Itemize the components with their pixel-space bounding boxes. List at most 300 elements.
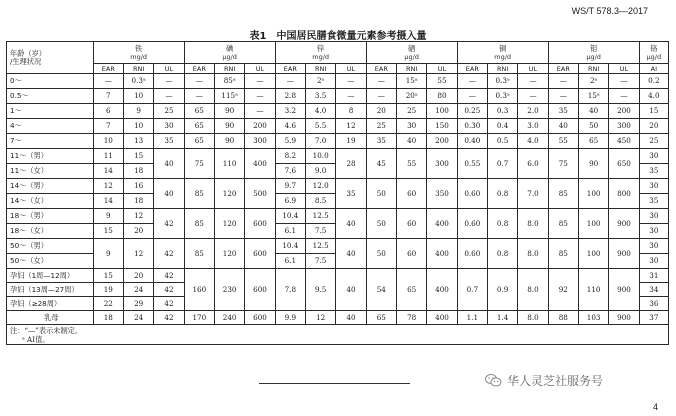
cell: 65 (184, 104, 214, 119)
cell: 8.0 (518, 311, 548, 325)
cell: 5.9 (275, 134, 305, 149)
cell: 55 (427, 74, 457, 89)
col-header: EAR (457, 64, 487, 74)
cell: 900 (609, 239, 639, 269)
cell: 4.0 (639, 89, 668, 104)
watermark (485, 372, 603, 389)
cell: 6.9 (275, 194, 305, 209)
row-label: 14～（男） (7, 179, 94, 194)
cell: 9.5 (305, 269, 335, 311)
note-line: ᵃ AI值。 (22, 334, 50, 344)
cell: 55 (396, 149, 426, 179)
cell: 0.60 (457, 209, 487, 239)
cell: 3.5 (305, 89, 335, 104)
table-row (7, 179, 669, 194)
cell: — (548, 89, 578, 104)
cell: 100 (427, 104, 457, 119)
cell: 36 (639, 297, 668, 311)
cell: 115ᵃ (214, 89, 244, 104)
cell: 34 (639, 283, 668, 297)
row-label: 50～（女） (7, 254, 94, 269)
cell: 50 (366, 239, 396, 269)
cell: 0.7 (457, 269, 487, 311)
cell: 9.9 (275, 311, 305, 325)
row-label: 1～ (7, 104, 94, 119)
cell: — (548, 74, 578, 89)
cell: 18 (123, 164, 153, 179)
cell: 13 (123, 134, 153, 149)
cell: 7 (93, 119, 123, 134)
cell: 400 (427, 311, 457, 325)
cell: 35 (154, 134, 184, 149)
group-header: 年龄（岁） /生理状况 (7, 42, 94, 74)
cell: 35 (639, 164, 668, 179)
cell: 14 (93, 194, 123, 209)
cell: 900 (609, 311, 639, 325)
cell: 7 (93, 89, 123, 104)
cell: 65 (184, 119, 214, 134)
cell: — (366, 74, 396, 89)
row-label: 18～（男） (7, 209, 94, 224)
cell: 15 (93, 224, 123, 239)
cell: 8.2 (275, 149, 305, 164)
cell: — (184, 74, 214, 89)
cell: 9.7 (275, 179, 305, 194)
cell: 0.55 (457, 149, 487, 179)
row-label: 14～（女） (7, 194, 94, 209)
cell: 110 (214, 149, 244, 179)
col-header: UL (245, 64, 275, 74)
cell: 20 (123, 224, 153, 239)
row-label: 孕妇（13周—27周） (7, 283, 94, 297)
table-row (7, 89, 669, 104)
cell: 65 (184, 134, 214, 149)
cell: 60 (396, 209, 426, 239)
cell: — (275, 74, 305, 89)
row-label: 4～ (7, 119, 94, 134)
cell: 9 (123, 104, 153, 119)
cell: 0.4 (487, 119, 517, 134)
cell: 60 (396, 179, 426, 209)
cell: 8.5 (305, 194, 335, 209)
cell: 75 (184, 149, 214, 179)
cell: 0.8 (487, 239, 517, 269)
col-header: RNI (214, 64, 244, 74)
watermark-text: 华人灵芝社服务号 (507, 374, 604, 388)
cell: 12.5 (305, 239, 335, 254)
cell: — (457, 89, 487, 104)
element-header: 碘 μg/d (184, 42, 275, 64)
cell: 90 (214, 119, 244, 134)
table-row (7, 209, 669, 224)
cell: 37 (639, 311, 668, 325)
table-row (7, 149, 669, 164)
cell: 42 (154, 283, 184, 297)
cell: 9 (93, 209, 123, 224)
cell: 15 (639, 104, 668, 119)
table-row (7, 311, 669, 325)
cell: 30 (639, 254, 668, 269)
cell: 50 (578, 119, 608, 134)
micronutrient-table (6, 41, 669, 345)
cell: 40 (336, 311, 366, 325)
table-caption: 表1 中国居民膳食微量元素参考摄入量 (249, 31, 427, 42)
cell: 500 (245, 179, 275, 209)
cell: 15 (123, 149, 153, 164)
cell: 150 (427, 119, 457, 134)
cell: 6.0 (518, 149, 548, 179)
cell: — (154, 89, 184, 104)
cell: 65 (366, 311, 396, 325)
cell: 12 (123, 239, 153, 269)
cell: 25 (639, 134, 668, 149)
cell: — (154, 74, 184, 89)
cell: 40 (578, 104, 608, 119)
cell: 100 (578, 239, 608, 269)
cell: — (245, 74, 275, 89)
cell: 7.5 (305, 224, 335, 239)
cell: 42 (154, 269, 184, 283)
cell: 12 (336, 119, 366, 134)
col-header: EAR (366, 64, 396, 74)
col-header: UL (427, 64, 457, 74)
table-row (7, 239, 669, 254)
cell: 10.4 (275, 209, 305, 224)
cell: 12.5 (305, 209, 335, 224)
cell: 42 (154, 239, 184, 269)
cell: 65 (396, 269, 426, 311)
cell: 14 (93, 164, 123, 179)
cell: 35 (366, 134, 396, 149)
row-label: 11～（女） (7, 164, 94, 179)
col-header: EAR (548, 64, 578, 74)
cell: 22 (93, 297, 123, 311)
cell: 11 (93, 149, 123, 164)
cell: 1.4 (487, 311, 517, 325)
cell: 40 (154, 149, 184, 179)
cell: 55 (548, 134, 578, 149)
element-header: 铁 mg/d (93, 42, 184, 64)
cell: — (184, 89, 214, 104)
cell: 40 (336, 209, 366, 239)
cell: 35 (336, 179, 366, 209)
row-label: 孕妇（≥28周） (7, 297, 94, 311)
cell: 160 (184, 269, 214, 311)
cell: 7.6 (275, 164, 305, 179)
cell: 900 (609, 209, 639, 239)
cell: — (93, 74, 123, 89)
cell: 85 (548, 209, 578, 239)
cell: 12 (123, 209, 153, 224)
cell: 200 (609, 104, 639, 119)
cell: 170 (184, 311, 214, 325)
cell: 0.3ᵃ (487, 74, 517, 89)
cell: 90 (578, 149, 608, 179)
cell: 400 (427, 269, 457, 311)
cell: 42 (154, 209, 184, 239)
cell: 30 (639, 209, 668, 224)
cell: 0.8 (487, 209, 517, 239)
cell: 0.8 (487, 179, 517, 209)
col-header: UL (336, 64, 366, 74)
cell: 85 (548, 239, 578, 269)
col-header: EAR (93, 64, 123, 74)
cell: 8.0 (518, 209, 548, 239)
element-header: 铬 μg/d (639, 42, 668, 64)
cell: 40 (336, 269, 366, 311)
cell: — (245, 89, 275, 104)
cell: 600 (245, 269, 275, 311)
cell: 30 (639, 239, 668, 254)
table-row (7, 119, 669, 134)
cell: 400 (427, 239, 457, 269)
element-header: 铜 mg/d (457, 42, 548, 64)
col-header: UL (518, 64, 548, 74)
cell: 6.1 (275, 254, 305, 269)
cell: 650 (609, 149, 639, 179)
col-header: EAR (275, 64, 305, 74)
cell: 800 (609, 179, 639, 209)
cell: 85 (548, 179, 578, 209)
cell: — (366, 89, 396, 104)
cell: 0.40 (457, 134, 487, 149)
cell: 7.8 (275, 269, 305, 311)
col-header: RNI (396, 64, 426, 74)
cell: 0.3ᵃ (123, 74, 153, 89)
wechat-icon (485, 374, 502, 387)
row-label: 孕妇（1周—12周） (7, 269, 94, 283)
cell: 4.0 (518, 134, 548, 149)
cell: 120 (214, 239, 244, 269)
cell: 15ᵃ (578, 89, 608, 104)
cell: 65 (578, 134, 608, 149)
table-row (7, 74, 669, 89)
cell: 10.4 (275, 239, 305, 254)
cell: 0.60 (457, 239, 487, 269)
cell: 4.0 (305, 104, 335, 119)
cell: 350 (427, 179, 457, 209)
cell: 0.25 (457, 104, 487, 119)
cell: 85 (184, 209, 214, 239)
col-header: RNI (487, 64, 517, 74)
cell: 20 (639, 119, 668, 134)
cell: 90 (214, 104, 244, 119)
table-row (7, 134, 669, 149)
cell: 6 (93, 104, 123, 119)
cell: 40 (396, 134, 426, 149)
cell: 6.1 (275, 224, 305, 239)
row-label: 0～ (7, 74, 94, 89)
cell: 110 (578, 269, 608, 311)
row-label: 0.5～ (7, 89, 94, 104)
cell: 8 (336, 104, 366, 119)
cell: 9.0 (305, 164, 335, 179)
cell: 3.0 (518, 119, 548, 134)
row-label: 50～（男） (7, 239, 94, 254)
cell: 2ᵃ (305, 74, 335, 89)
cell: 16 (123, 179, 153, 194)
cell: 7.0 (518, 179, 548, 209)
cell: 0.2 (639, 74, 668, 89)
cell: 0.9 (487, 269, 517, 311)
cell: 40 (154, 179, 184, 209)
cell: 85 (184, 239, 214, 269)
cell: 40 (548, 119, 578, 134)
cell: 24 (123, 311, 153, 325)
cell: 85ᵃ (214, 74, 244, 89)
cell: 2.0 (518, 104, 548, 119)
cell: 400 (245, 149, 275, 179)
cell: 29 (123, 297, 153, 311)
cell: 200 (245, 119, 275, 134)
cell: — (609, 89, 639, 104)
cell: 1.1 (457, 311, 487, 325)
cell: 12 (305, 311, 335, 325)
cell: 300 (427, 149, 457, 179)
cell: 103 (578, 311, 608, 325)
cell: 54 (366, 269, 396, 311)
cell: — (457, 74, 487, 89)
cell: 28 (336, 149, 366, 179)
cell: 30 (396, 119, 426, 134)
cell: 45 (366, 149, 396, 179)
row-label: 7～ (7, 134, 94, 149)
cell: 30 (639, 149, 668, 164)
cell: 20 (366, 104, 396, 119)
cell: 25 (396, 104, 426, 119)
cell: 120 (214, 209, 244, 239)
cell: 88 (548, 311, 578, 325)
cell: 18 (93, 311, 123, 325)
cell: 900 (609, 269, 639, 311)
cell: 30 (639, 179, 668, 194)
page-number: 4 (652, 402, 658, 412)
cell: 42 (154, 311, 184, 325)
cell: 7.5 (305, 254, 335, 269)
footer-rule (259, 383, 410, 384)
cell: 60 (396, 239, 426, 269)
cell: 10 (93, 134, 123, 149)
cell: 600 (245, 209, 275, 239)
table-row (7, 104, 669, 119)
cell: 50 (366, 209, 396, 239)
cell: 120 (214, 179, 244, 209)
cell: 20 (123, 269, 153, 283)
cell: — (336, 89, 366, 104)
cell: 7.0 (305, 134, 335, 149)
cell: 42 (154, 297, 184, 311)
cell: 30 (154, 119, 184, 134)
cell: 2ᵃ (578, 74, 608, 89)
col-header: UL (609, 64, 639, 74)
cell: 600 (245, 239, 275, 269)
cell: 200 (427, 134, 457, 149)
cell: 450 (609, 134, 639, 149)
table-notes (7, 325, 669, 345)
cell: 35 (548, 104, 578, 119)
cell: — (245, 104, 275, 119)
element-header: 硒 μg/d (366, 42, 457, 64)
cell: 80 (427, 89, 457, 104)
cell: 230 (214, 269, 244, 311)
cell: 85 (184, 179, 214, 209)
cell: 0.3 (487, 104, 517, 119)
cell: 100 (578, 179, 608, 209)
cell: 0.7 (487, 149, 517, 179)
cell: 8.0 (518, 269, 548, 311)
cell: 4.6 (275, 119, 305, 134)
col-header: RNI (123, 64, 153, 74)
cell: 300 (245, 134, 275, 149)
col-header: UL (154, 64, 184, 74)
cell: 15 (93, 269, 123, 283)
cell: 25 (366, 119, 396, 134)
cell: 240 (214, 311, 244, 325)
cell: 400 (427, 209, 457, 239)
cell: — (609, 74, 639, 89)
col-header: AI (639, 64, 668, 74)
cell: 600 (245, 311, 275, 325)
cell: 20ᵃ (396, 89, 426, 104)
cell: 90 (214, 134, 244, 149)
cell: 40 (336, 239, 366, 269)
col-header: RNI (578, 64, 608, 74)
standard-code: WS/T 578.3—2017 (571, 6, 648, 16)
cell: 25 (154, 104, 184, 119)
row-label: 乳母 (7, 311, 94, 325)
col-header: EAR (184, 64, 214, 74)
row-label: 11～（男） (7, 149, 94, 164)
cell: 0.5 (487, 134, 517, 149)
cell: 5.5 (305, 119, 335, 134)
cell: — (336, 74, 366, 89)
cell: 50 (366, 179, 396, 209)
element-header: 锌 mg/d (275, 42, 366, 64)
cell: 9 (93, 239, 123, 269)
cell: 12 (93, 179, 123, 194)
cell: 75 (548, 149, 578, 179)
cell: 2.8 (275, 89, 305, 104)
cell: 15ᵃ (396, 74, 426, 89)
cell: 8.0 (518, 239, 548, 269)
cell: 10 (123, 89, 153, 104)
cell: 100 (578, 209, 608, 239)
note-line: 注：“—”表示未制定。 (10, 325, 83, 335)
cell: 19 (336, 134, 366, 149)
cell: 10 (123, 119, 153, 134)
cell: 31 (639, 269, 668, 283)
cell: 300 (609, 119, 639, 134)
cell: 12.0 (305, 179, 335, 194)
cell: 0.3ᵃ (487, 89, 517, 104)
cell: — (518, 74, 548, 89)
cell: 35 (639, 194, 668, 209)
cell: 19 (93, 283, 123, 297)
table-row (7, 269, 669, 283)
cell: 78 (396, 311, 426, 325)
cell: 92 (548, 269, 578, 311)
element-header: 钼 μg/d (548, 42, 639, 64)
col-header: RNI (305, 64, 335, 74)
cell: 24 (123, 283, 153, 297)
cell: 0.30 (457, 119, 487, 134)
cell: 3.2 (275, 104, 305, 119)
cell: 0.60 (457, 179, 487, 209)
row-label: 18～（女） (7, 224, 94, 239)
cell: 30 (639, 224, 668, 239)
cell: — (518, 89, 548, 104)
cell: 10.0 (305, 149, 335, 164)
